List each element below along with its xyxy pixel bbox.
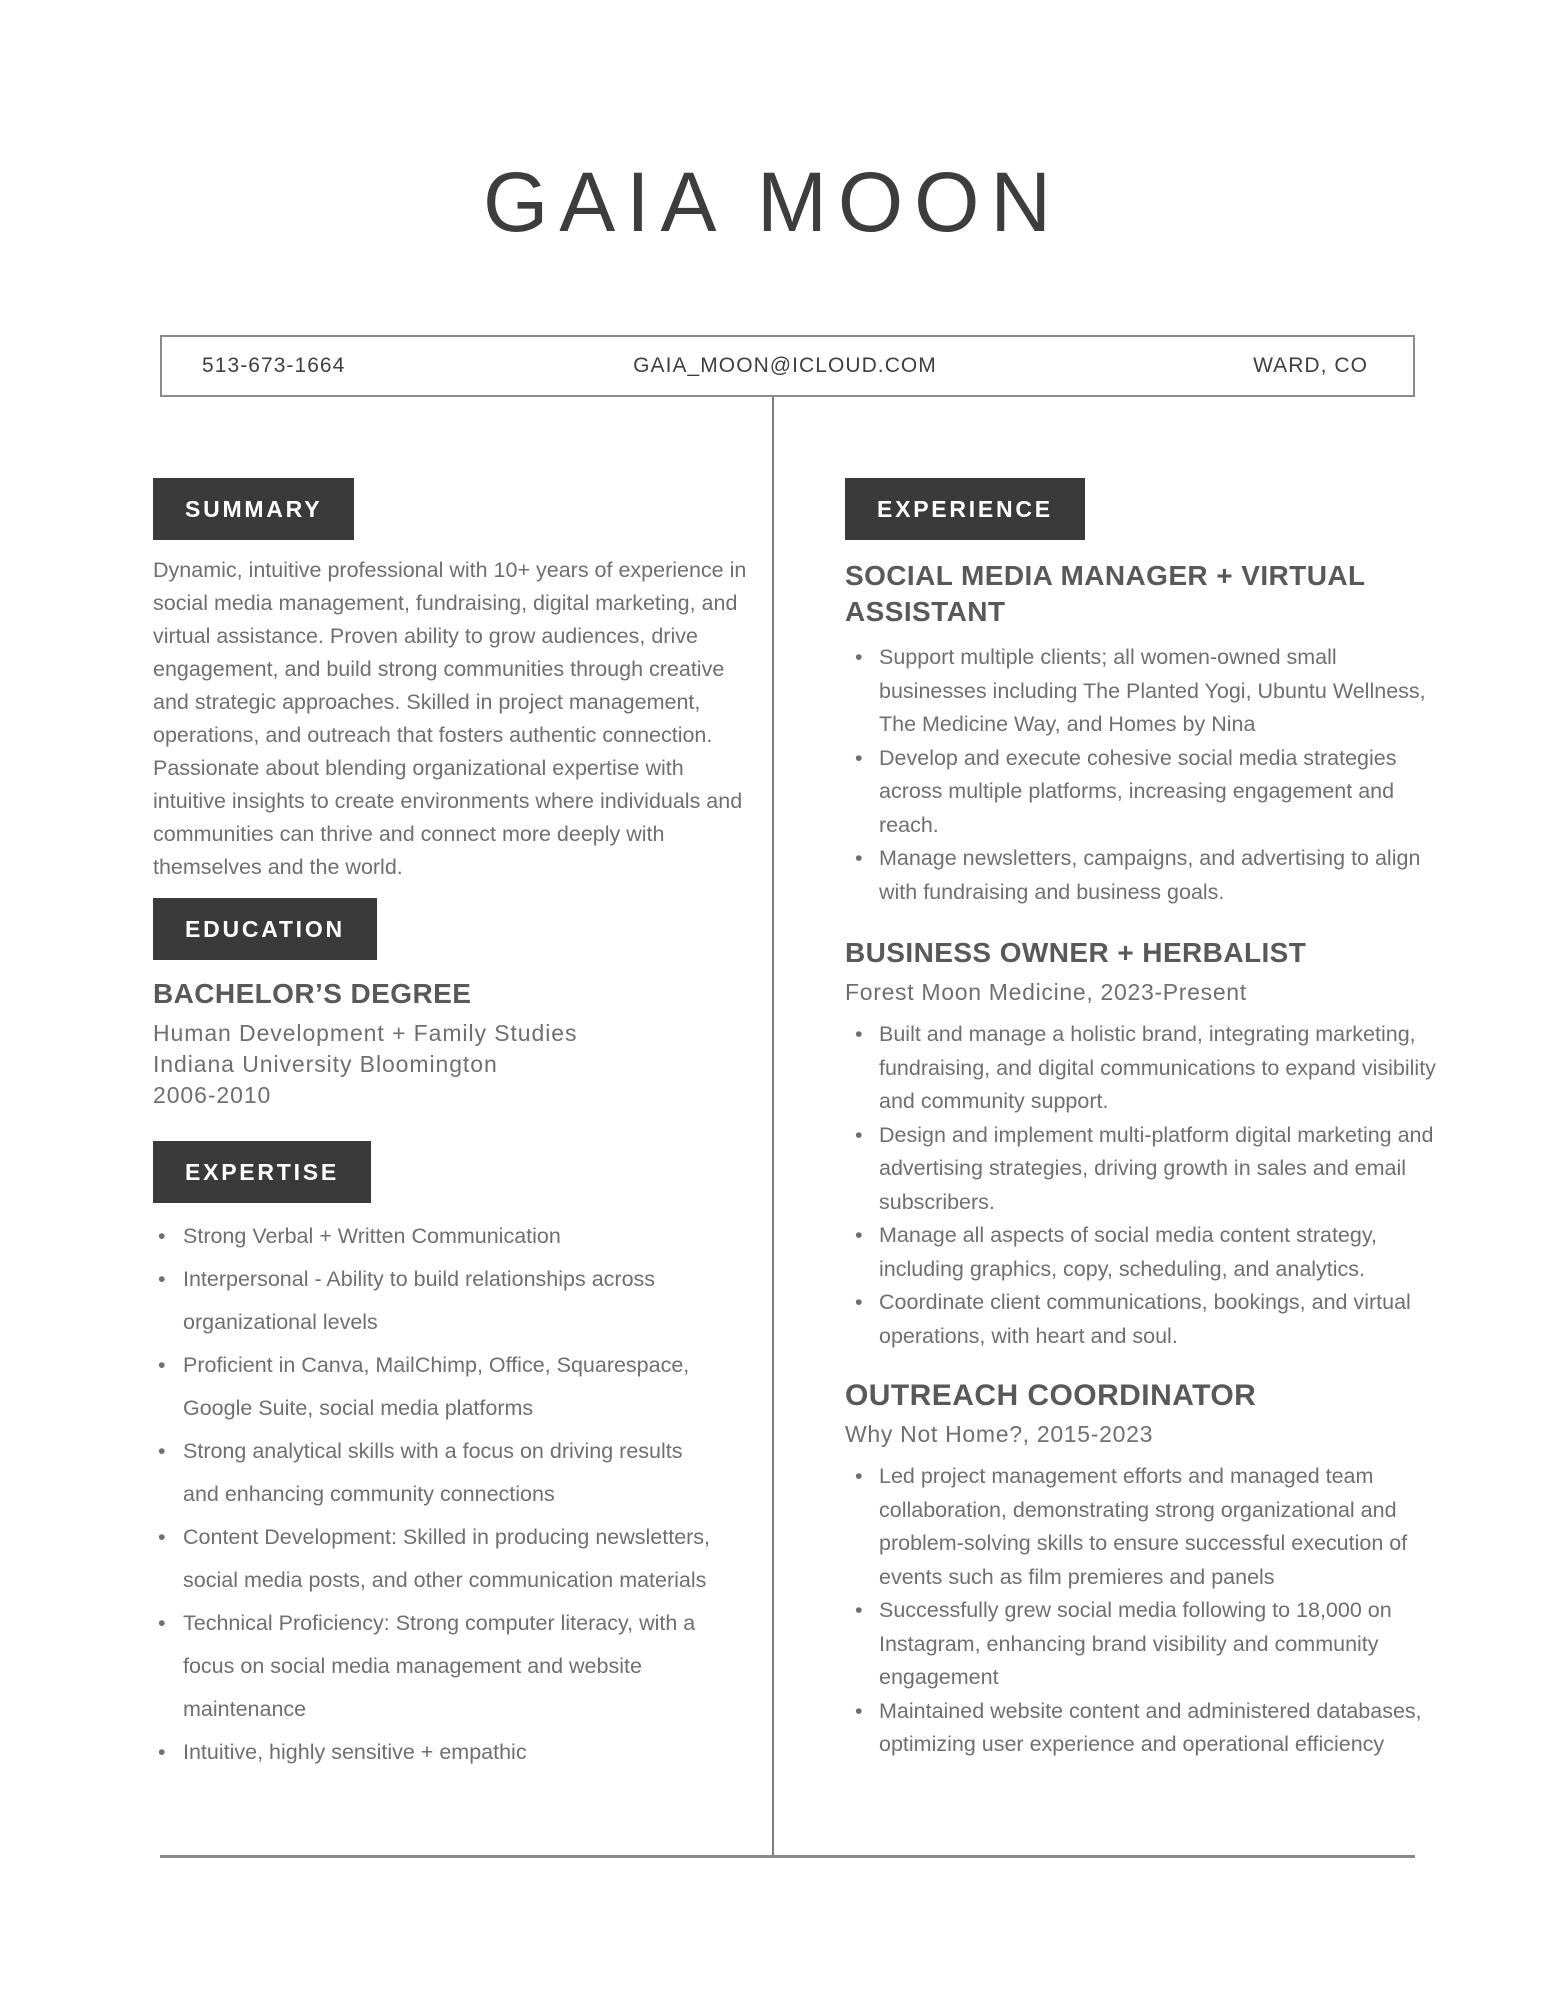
- job-title: BUSINESS OWNER + HERBALIST: [845, 937, 1307, 968]
- education-section-label: EDUCATION: [153, 898, 377, 960]
- expertise-item: • Interpersonal - Ability to build relationships across organizational levels: [153, 1258, 718, 1344]
- phone-number: 513-673-1664: [202, 354, 346, 377]
- expertise-item: • Strong Verbal + Written Communication: [153, 1215, 718, 1258]
- bullet-item: • Maintained website content and administered databases, optimizing user experience and operational efficiency: [845, 1695, 1441, 1762]
- bullet-item: • Led project management efforts and managed team collaboration, demonstrating strong organizational and problem-solving skills to ensure successful execution of events such as film premieres and panels: [845, 1460, 1441, 1594]
- bottom-rule: [160, 1855, 1415, 1858]
- expertise-item: • Technical Proficiency: Strong computer literacy, with a focus on social media management and website maintenance: [153, 1602, 718, 1731]
- degree-school: Indiana University Bloomington: [153, 1051, 498, 1077]
- column-divider: [772, 397, 774, 1856]
- bullet-item: • Design and implement multi-platform digital marketing and advertising strategies, driving growth in sales and email subscribers.: [845, 1119, 1441, 1220]
- expertise-item: • Intuitive, highly sensitive + empathic: [153, 1731, 718, 1774]
- bullet-item: • Manage all aspects of social media content strategy, including graphics, copy, scheduling, and analytics.: [845, 1219, 1441, 1286]
- job-title: OUTREACH COORDINATOR: [845, 1379, 1257, 1412]
- contact-bar: [160, 335, 1415, 397]
- degree-details: [153, 1018, 747, 1111]
- job-subtitle: Why Not Home?, 2015-2023: [845, 1421, 1154, 1447]
- expertise-item: • Content Development: Skilled in producing newsletters, social media posts, and other communication materials: [153, 1516, 718, 1602]
- right-column: [845, 478, 1441, 1762]
- page-title: GAIA MOON: [482, 155, 1063, 249]
- expertise-item: • Strong analytical skills with a focus on driving results and enhancing community connections: [153, 1430, 718, 1516]
- bullet-item: • Support multiple clients; all women-owned small businesses including The Planted Yogi, Ubuntu Wellness, The Medicine Way, and Homes by Nina: [845, 641, 1441, 742]
- job-bullets: [845, 1018, 1441, 1353]
- left-column: [153, 478, 747, 1774]
- bullet-item: • Coordinate client communications, bookings, and virtual operations, with heart and soul.: [845, 1286, 1441, 1353]
- experience-section-label: EXPERIENCE: [845, 478, 1085, 540]
- summary-text: Dynamic, intuitive professional with 10+ years of experience in social media management, fundraising, digital marketing, and virtual assistance. Proven ability to grow audiences, drive engagement, and build strong communities through creative and strategic approaches. Skilled in project management, operations, and outreach that fosters authentic connection. Passionate about blending organizational expertise with intuitive insights to create environments where individuals and communities can thrive and connect more deeply with themselves and the world.: [153, 558, 747, 879]
- expertise-item: • Proficient in Canva, MailChimp, Office, Squarespace, Google Suite, social media platforms: [153, 1344, 718, 1430]
- location-text: WARD, CO: [1253, 354, 1369, 377]
- job-bullets: [845, 641, 1441, 909]
- job-title: SOCIAL MEDIA MANAGER + VIRTUAL ASSISTANT: [845, 560, 1366, 627]
- job-bullets: [845, 1460, 1441, 1762]
- bullet-item: • Develop and execute cohesive social media strategies across multiple platforms, increasing engagement and reach.: [845, 742, 1441, 843]
- bullet-item: • Successfully grew social media following to 18,000 on Instagram, enhancing brand visibility and community engagement: [845, 1594, 1441, 1695]
- bullet-item: • Manage newsletters, campaigns, and advertising to align with fundraising and business goals.: [845, 842, 1441, 909]
- degree-title: BACHELOR’S DEGREE: [153, 978, 472, 1009]
- email-address: GAIA_MOON@ICLOUD.COM: [633, 354, 937, 377]
- summary-section-label: SUMMARY: [153, 478, 354, 540]
- expertise-list: [153, 1215, 718, 1774]
- degree-field: Human Development + Family Studies: [153, 1020, 578, 1046]
- bullet-item: • Built and manage a holistic brand, integrating marketing, fundraising, and digital communications to expand visibility and community support.: [845, 1018, 1441, 1119]
- job-subtitle: Forest Moon Medicine, 2023-Present: [845, 979, 1247, 1005]
- expertise-section-label: EXPERTISE: [153, 1141, 371, 1203]
- degree-years: 2006-2010: [153, 1082, 272, 1108]
